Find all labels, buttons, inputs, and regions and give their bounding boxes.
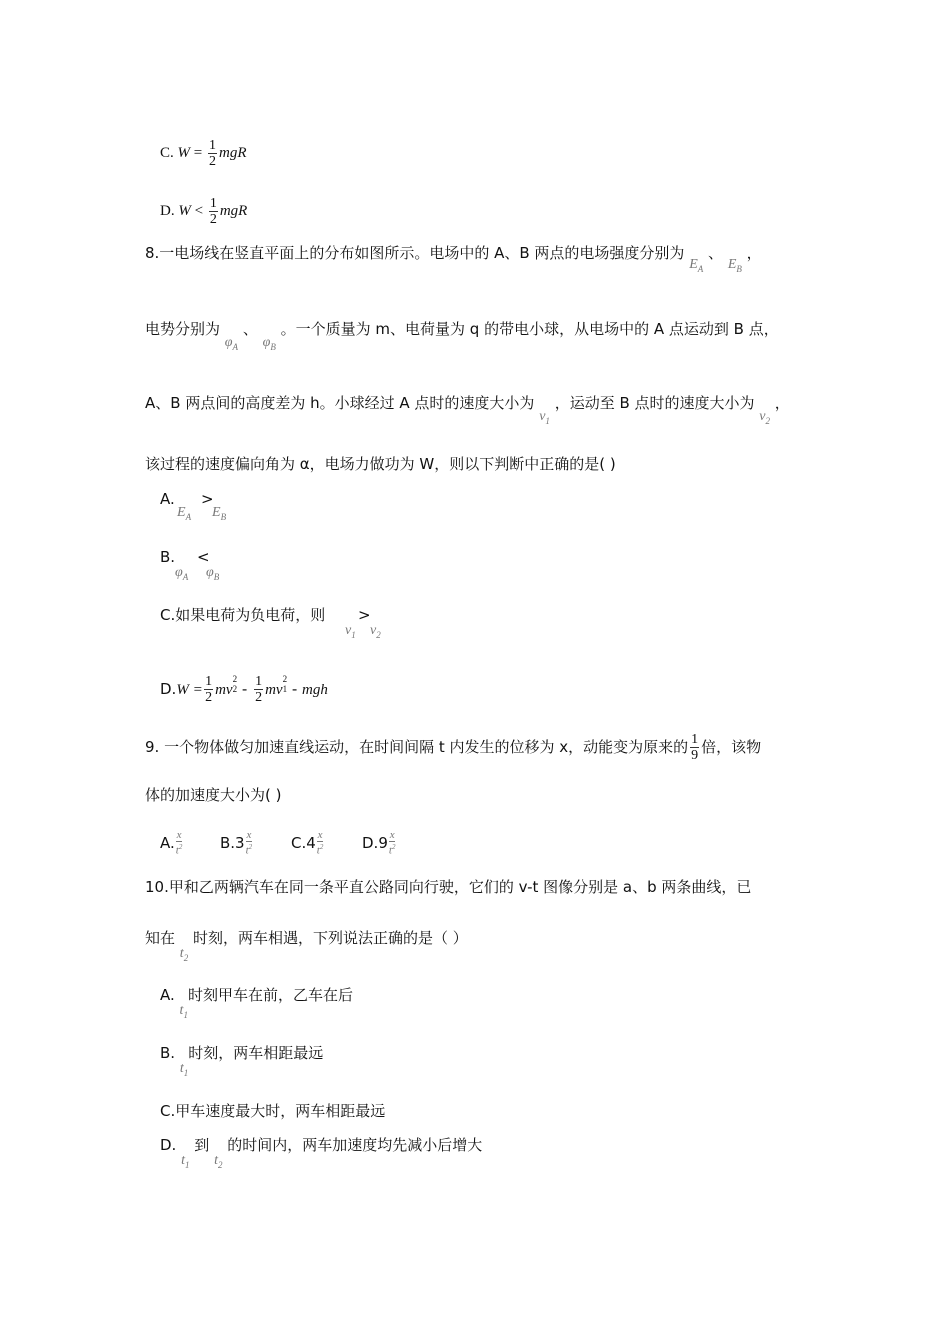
sub-a: A <box>185 511 192 522</box>
v1-symbol <box>539 409 550 424</box>
option-text: 的时间内，两车加速度均先减小后增大 <box>227 1136 483 1154</box>
q8-option-a <box>160 489 227 522</box>
phi-a-symbol <box>175 563 188 587</box>
den-t: t <box>175 844 179 857</box>
sub-1: 1 <box>545 415 550 426</box>
sub-b: B <box>736 263 742 274</box>
sub-b: B <box>270 341 276 352</box>
q9-line-2 <box>145 785 281 805</box>
denominator: 2 <box>255 690 263 705</box>
separator: 、 <box>242 320 258 338</box>
q8-option-c <box>160 605 381 640</box>
den-t: t <box>316 844 320 857</box>
denominator: 2 <box>205 690 213 705</box>
sym-t: t <box>179 946 184 961</box>
fraction <box>254 674 263 705</box>
sym-e: E <box>177 505 186 520</box>
sym-phi: φ <box>175 565 183 580</box>
math-var: W <box>178 202 191 219</box>
question-text: ，运动至 B 点时的速度大小为 <box>554 394 755 412</box>
separator: 、 <box>708 244 724 262</box>
denominator: 9 <box>691 748 699 763</box>
math-var: W <box>177 144 191 161</box>
option-label: D. <box>160 680 177 698</box>
v2-symbol <box>759 409 770 424</box>
q10-option-d <box>160 1135 483 1170</box>
fraction <box>690 732 699 763</box>
v2-symbol <box>370 621 381 645</box>
eb-symbol <box>212 503 226 527</box>
q8-line-1 <box>145 243 762 274</box>
fraction <box>204 674 213 705</box>
sym-e: E <box>689 257 698 272</box>
t1-symbol <box>180 1003 188 1018</box>
sym-phi: φ <box>262 335 271 350</box>
option-label: A. <box>160 490 175 508</box>
option-text: 时刻甲车在前，乙车在后 <box>187 986 353 1004</box>
option-text: 到 <box>194 1136 210 1154</box>
numerator: x <box>176 829 182 841</box>
option-label: C.甲车速度最大时，两车相距最远 <box>160 1102 386 1120</box>
sub-2: 2 <box>217 1159 223 1170</box>
option-label: D. <box>160 202 175 219</box>
q8-option-b <box>160 547 220 582</box>
math-var: W <box>176 682 189 698</box>
math-op: = <box>193 682 203 698</box>
q7-option-d <box>160 196 247 227</box>
fraction <box>389 830 396 857</box>
option-label: A. <box>160 986 175 1004</box>
option-label: D.9 <box>362 833 388 852</box>
denominator <box>389 842 396 857</box>
punct: ， <box>774 394 790 412</box>
sub-1: 1 <box>185 1159 190 1170</box>
sym-e: E <box>727 257 737 272</box>
question-text: 知在 <box>145 929 176 947</box>
question-text: 9. 一个物体做匀加速直线运动，在时间间隔 t 内发生的位移为 x，动能变为原来的 <box>145 738 689 756</box>
q8-line-3 <box>145 393 790 426</box>
sup-2: 2 <box>232 674 238 684</box>
numerator: 1 <box>205 674 213 689</box>
option-label: B. <box>160 548 176 566</box>
math-op: - <box>291 680 298 698</box>
ea-symbol <box>177 503 191 527</box>
sym-phi: φ <box>206 565 214 580</box>
q9-option-d <box>362 830 396 857</box>
sup-sub <box>283 674 288 694</box>
sup-2: 2 <box>248 843 253 851</box>
question-text: 该过程的速度偏向角为 α，电场力做功为 W，则以下判断中正确的是( ) <box>145 455 616 473</box>
q9-option-a <box>160 830 183 857</box>
option-label: C.4 <box>291 833 316 852</box>
math-var: mgR <box>219 202 248 219</box>
fraction <box>176 830 183 857</box>
denominator <box>246 842 253 857</box>
numerator: 1 <box>208 138 216 153</box>
math-op: > <box>201 490 214 508</box>
sub-2: 2 <box>376 629 381 640</box>
q10-option-b <box>160 1043 324 1078</box>
t2-symbol <box>180 946 188 961</box>
punct: ， <box>746 244 762 262</box>
ea-symbol <box>689 257 703 272</box>
den-t: t <box>388 844 392 857</box>
fraction <box>209 196 218 227</box>
sub-1: 1 <box>183 1009 188 1020</box>
numerator: x <box>246 829 252 841</box>
q10-line-2 <box>145 928 468 963</box>
denominator: 2 <box>209 212 217 227</box>
phi-b-symbol <box>206 563 219 587</box>
option-label: B.3 <box>220 833 245 852</box>
question-text: 电势分别为 <box>145 320 221 338</box>
t1-symbol <box>181 1153 189 1168</box>
denominator: 2 <box>208 154 216 169</box>
q7-option-c <box>160 138 246 169</box>
q10-option-a <box>160 985 353 1020</box>
q8-line-4 <box>145 454 616 474</box>
q9-line-1 <box>145 732 761 763</box>
fraction <box>208 138 217 169</box>
sym-t: t <box>181 1153 185 1168</box>
sym-v: v <box>759 409 766 424</box>
fraction <box>317 830 324 857</box>
option-text: 时刻，两车相距最远 <box>188 1044 324 1062</box>
sub-a: A <box>697 263 704 274</box>
v1-symbol <box>345 621 356 645</box>
sup-2: 2 <box>178 843 183 851</box>
sup-2: 2 <box>391 843 396 851</box>
sub-b: B <box>213 571 220 582</box>
option-label: A. <box>160 833 175 852</box>
sym-v: v <box>345 623 352 638</box>
option-label: C.如果电荷为负电荷，则 <box>160 606 326 624</box>
math-op: < <box>197 548 210 566</box>
fraction <box>246 830 253 857</box>
sub-a: A <box>182 571 189 582</box>
math-op: < <box>194 202 204 219</box>
sub-a: A <box>232 341 239 352</box>
sub-1: 1 <box>282 684 288 694</box>
q10-line-1 <box>145 877 751 897</box>
q9-option-b <box>220 830 253 857</box>
sym-t: t <box>179 1003 184 1018</box>
sub-b: B <box>220 511 227 522</box>
question-text: 体的加速度大小为( ) <box>145 786 282 804</box>
math-term: mv <box>215 682 233 698</box>
math-term: mgh <box>302 682 328 698</box>
question-text: 。一个质量为 m、电荷量为 q 的带电小球，从电场中的 A 点运动到 B 点， <box>280 320 779 338</box>
math-op: > <box>358 606 371 624</box>
math-op: = <box>193 144 203 161</box>
sub-2: 2 <box>183 952 189 963</box>
math-var: mgR <box>218 144 247 161</box>
q10-option-c <box>160 1101 385 1121</box>
sub-2: 2 <box>765 415 771 426</box>
q8-option-d <box>160 674 328 705</box>
q9-option-c <box>291 830 324 857</box>
eb-symbol <box>728 257 742 272</box>
sub-1: 1 <box>351 629 356 640</box>
option-label: D. <box>160 1136 177 1154</box>
numerator: 1 <box>691 732 699 747</box>
math-op: - <box>241 680 248 698</box>
numerator: x <box>389 829 395 841</box>
sym-t: t <box>179 1061 184 1076</box>
q8-line-2 <box>145 319 779 352</box>
option-label: B. <box>160 1044 176 1062</box>
numerator: 1 <box>209 196 217 211</box>
den-t: t <box>245 844 249 857</box>
sup-sub <box>233 674 238 694</box>
t2-symbol <box>214 1153 222 1168</box>
sup-2: 2 <box>282 674 288 684</box>
sym-t: t <box>214 1153 218 1168</box>
sym-v: v <box>370 623 377 638</box>
sub-1: 1 <box>183 1067 189 1078</box>
question-text: A、B 两点间的高度差为 h。小球经过 A 点时的速度大小为 <box>145 394 535 412</box>
denominator <box>176 842 183 857</box>
question-text: 倍，该物 <box>701 738 762 756</box>
sym-e: E <box>212 505 221 520</box>
numerator: 1 <box>255 674 263 689</box>
t1-symbol <box>180 1061 188 1076</box>
sub-2: 2 <box>232 684 238 694</box>
denominator <box>317 842 324 857</box>
math-term: mv <box>265 682 283 698</box>
question-text: 8.一电场线在竖直平面上的分布如图所示。电场中的 A、B 两点的电场强度分别为 <box>145 244 685 262</box>
sym-phi: φ <box>224 335 233 350</box>
sup-2: 2 <box>319 843 324 851</box>
phi-a-symbol <box>225 335 238 350</box>
sym-v: v <box>539 409 546 424</box>
option-label: C. <box>160 144 174 161</box>
numerator: x <box>317 829 323 841</box>
phi-b-symbol <box>263 335 276 350</box>
question-text: 10.甲和乙两辆汽车在同一条平直公路同向行驶，它们的 v-t 图像分别是 a、b 两条曲线，已 <box>145 878 752 896</box>
question-text: 时刻，两车相遇，下列说法正确的是（ ） <box>192 929 468 947</box>
